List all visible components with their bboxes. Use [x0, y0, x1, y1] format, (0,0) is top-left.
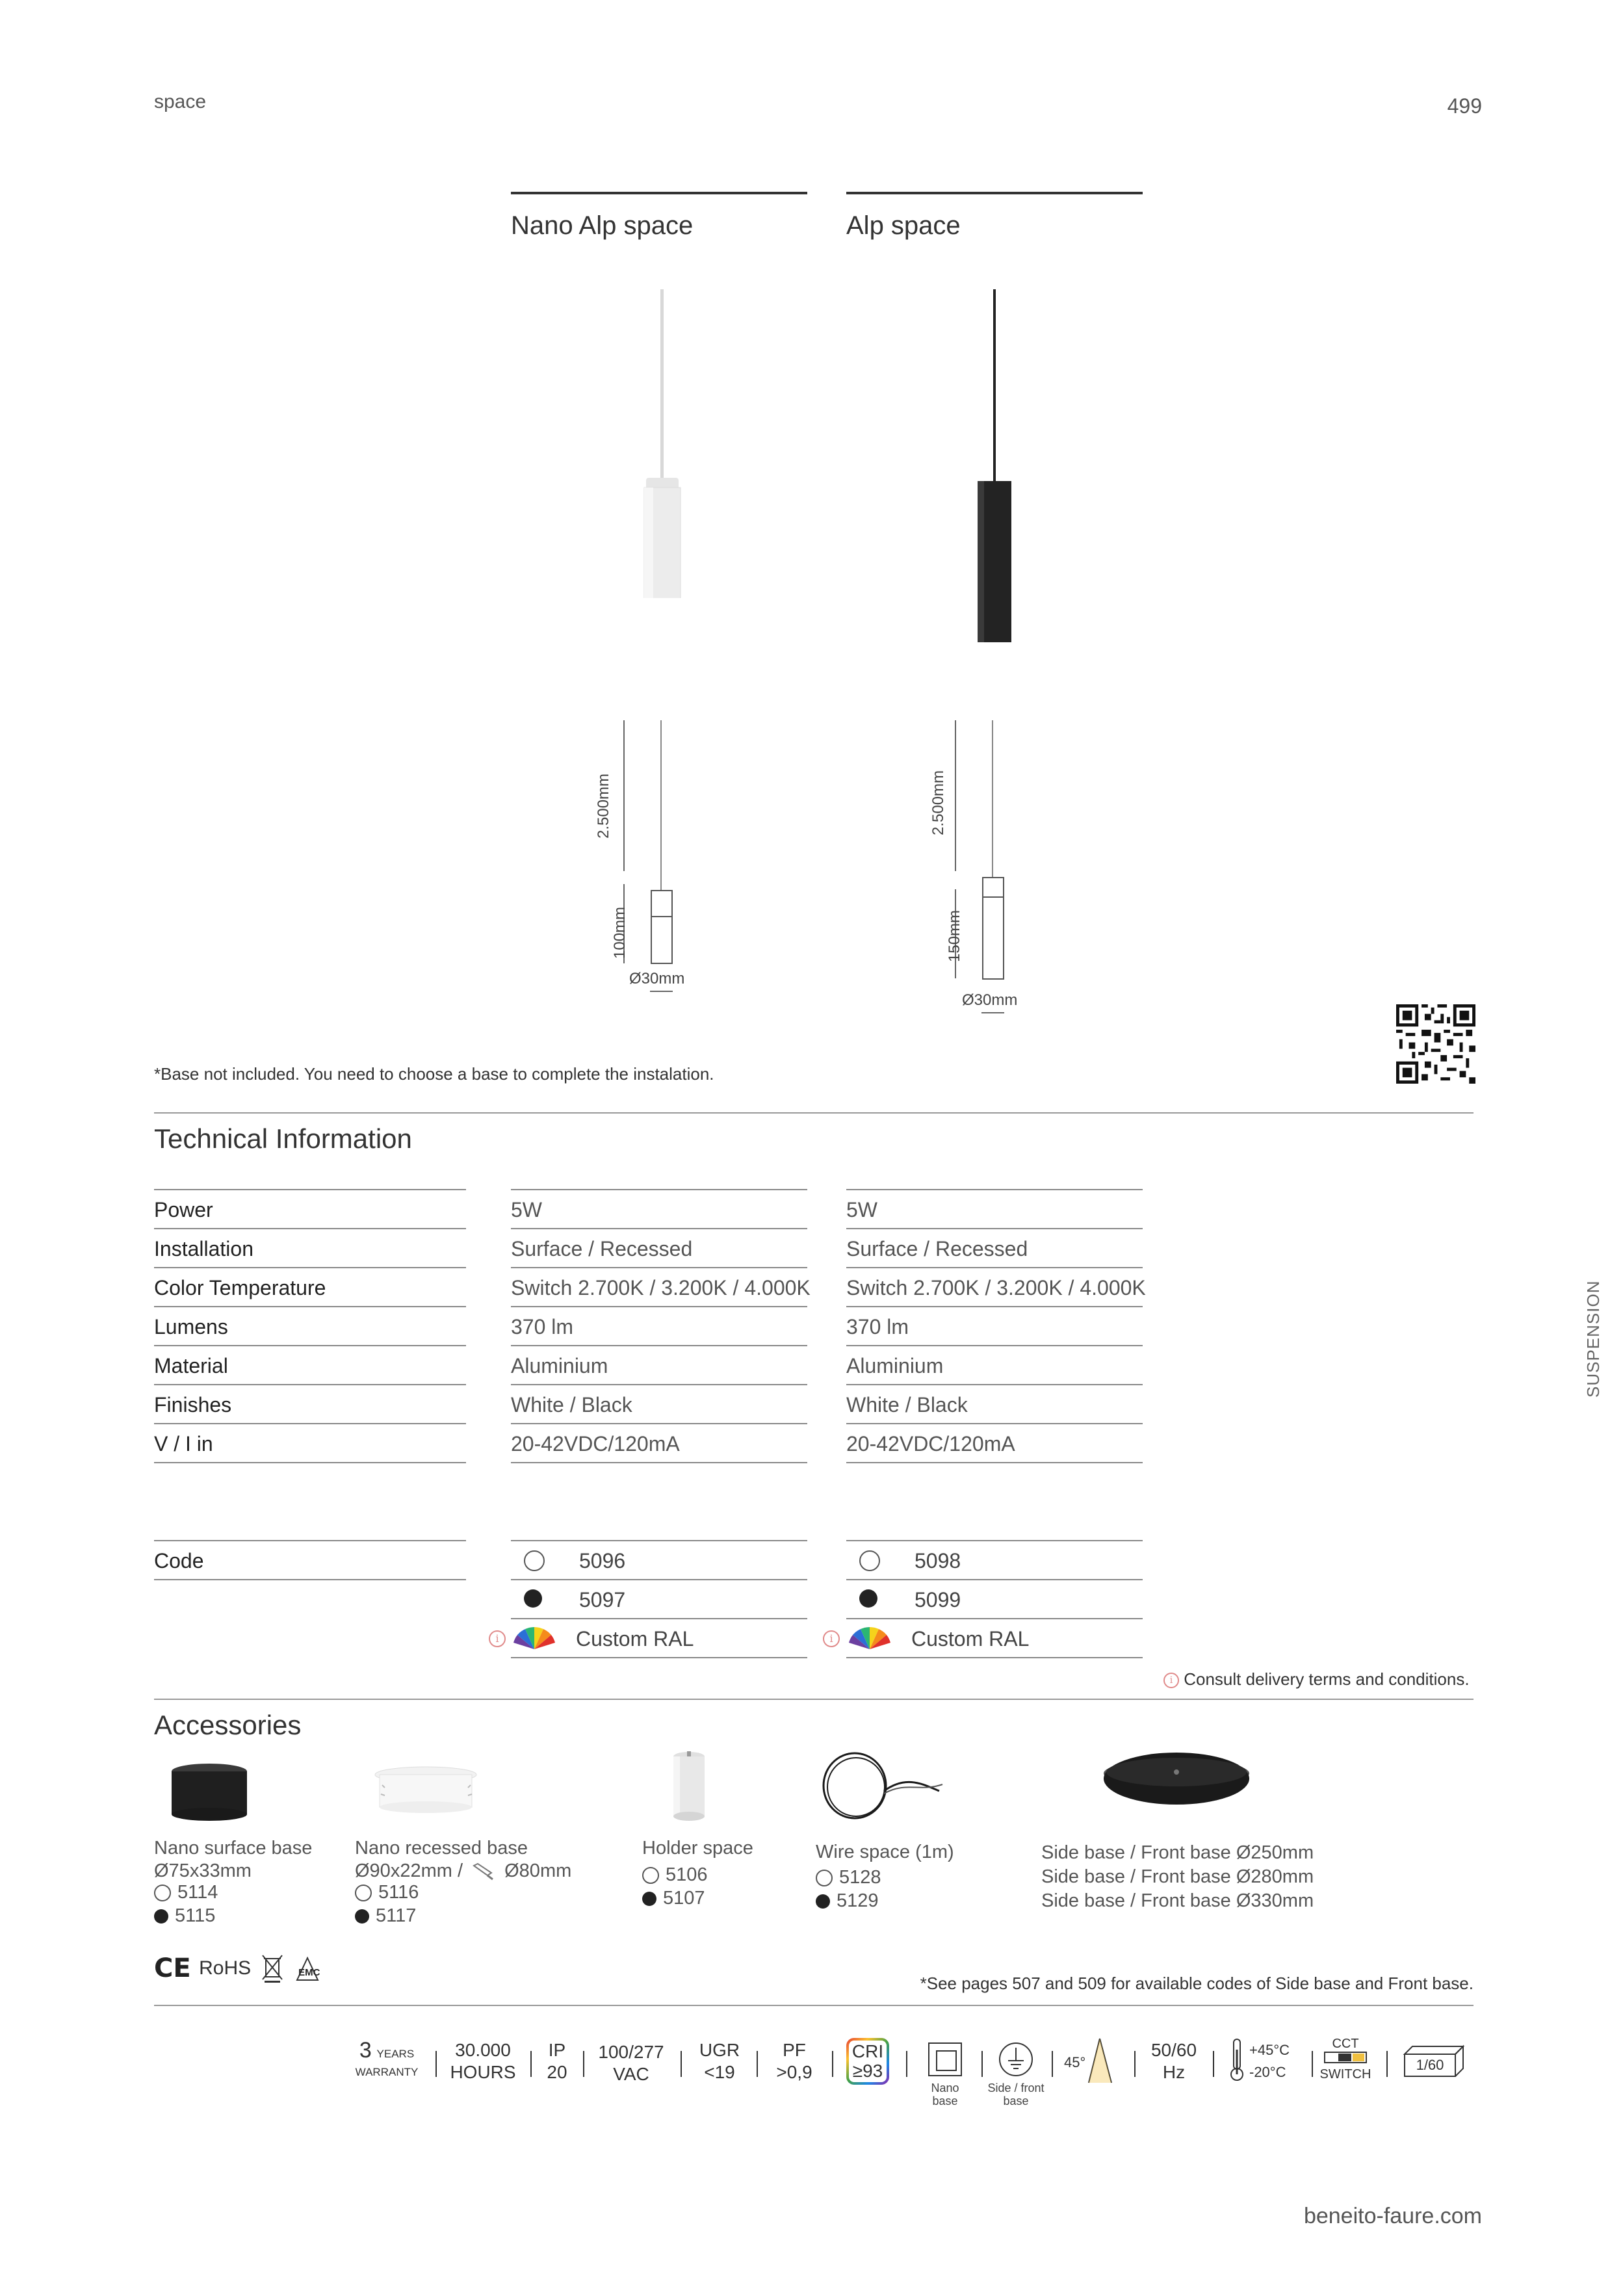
info-icon[interactable]: i	[489, 1630, 506, 1647]
temperature-range	[1249, 2039, 1290, 2083]
ip-value: 20	[547, 2062, 567, 2082]
accessory-name: Holder space	[642, 1838, 753, 1859]
product-title: Nano Alp space	[511, 211, 694, 240]
nano-cable-length: 2.500mm	[595, 773, 612, 839]
code-value: 5115	[175, 1905, 216, 1926]
spec-separator	[981, 2051, 983, 2077]
consult-note	[1163, 1669, 1470, 1689]
code-value: 5114	[177, 1882, 218, 1903]
pages-note: *See pages 507 and 509 for available codes of Side base and Front base.	[920, 1974, 1474, 1993]
white-finish-icon	[816, 1870, 833, 1886]
divider	[154, 2005, 1474, 2006]
code-value: 5099	[915, 1588, 961, 1611]
nano-surface-base-image	[166, 1758, 253, 1823]
black-finish-icon	[154, 1909, 168, 1924]
alp-space-image	[962, 286, 1040, 650]
black-finish-icon	[355, 1909, 369, 1924]
alp-cable-length: 2.500mm	[929, 770, 947, 835]
accessory-name: Nano recessed base	[355, 1838, 528, 1859]
table-rule	[846, 1657, 1143, 1658]
white-finish-icon	[642, 1867, 659, 1884]
alp-body-length: 150mm	[946, 909, 963, 962]
side-front-base-label-line: base	[1003, 2094, 1029, 2107]
warranty-years-number: 3	[359, 2038, 372, 2063]
table-rule	[154, 1579, 466, 1580]
spec-separator	[1386, 2051, 1388, 2077]
temperature-max: +45°C	[1249, 2042, 1290, 2058]
code-value: 5128	[839, 1867, 881, 1888]
code-row-custom[interactable]	[511, 1618, 807, 1657]
black-finish-icon	[816, 1894, 830, 1909]
nano-alp-dimension-drawing	[585, 715, 715, 1008]
cri-badge	[846, 2038, 889, 2085]
nano-alp-space-image	[624, 286, 702, 598]
tech-label: Lumens	[154, 1306, 466, 1345]
code-value: 5096	[579, 1549, 626, 1572]
cct-switch-badge	[1319, 2037, 1371, 2082]
code-row-custom[interactable]	[846, 1618, 1143, 1657]
table-rule	[511, 1462, 807, 1463]
frequency-value: 50/60	[1150, 2040, 1197, 2060]
tech-value: Surface / Recessed	[846, 1228, 1143, 1267]
white-finish-icon	[154, 1885, 171, 1901]
code-row-white[interactable]	[846, 1540, 1143, 1579]
tech-value: Switch 2.700K / 3.200K / 4.000K	[846, 1267, 1143, 1306]
spec-separator	[583, 2051, 584, 2077]
tech-label: Color Temperature	[154, 1267, 466, 1306]
ugr-badge	[694, 2039, 746, 2083]
nano-base-label-line: Nano	[931, 2081, 959, 2094]
code-value: 5117	[376, 1905, 417, 1926]
tech-label: Power	[154, 1189, 466, 1228]
tech-label: V / I in	[154, 1423, 466, 1462]
warranty-label: WARRANTY	[355, 2066, 419, 2078]
product-rule	[846, 192, 1143, 194]
warranty-badge	[354, 2039, 419, 2080]
thermometer-icon	[1228, 2037, 1245, 2082]
white-finish-icon	[524, 1550, 545, 1571]
temperature-min: -20°C	[1249, 2064, 1286, 2080]
spec-separator	[1052, 2051, 1053, 2077]
base-option: Side base / Front base Ø280mm	[1041, 1866, 1314, 1887]
divider	[154, 1112, 1474, 1114]
cct-label: CCT	[1332, 2037, 1359, 2051]
spec-separator	[1134, 2051, 1136, 2077]
black-finish-icon	[859, 1589, 877, 1608]
warranty-years-label: YEARS	[376, 2048, 415, 2060]
accessory-code-white[interactable]	[154, 1881, 218, 1904]
accessory-dimension: Ø90x22mm /	[355, 1860, 463, 1881]
tech-label: Material	[154, 1345, 466, 1384]
product-title: Alp space	[846, 211, 961, 240]
vac-label: VAC	[613, 2064, 649, 2084]
saw-cut-icon	[472, 1862, 495, 1881]
holder-space-image	[666, 1749, 712, 1827]
tech-value: 20-42VDC/120mA	[511, 1423, 807, 1462]
nano-recessed-base-image	[370, 1762, 481, 1820]
nano-base-label-line: base	[932, 2094, 958, 2107]
code-value: 5106	[666, 1864, 708, 1885]
tech-value: White / Black	[511, 1384, 807, 1423]
nano-base-icon	[928, 2042, 962, 2076]
rohs-label: RoHS	[199, 1957, 252, 1979]
emc-mark-icon	[294, 1954, 328, 1983]
black-finish-icon	[642, 1892, 656, 1906]
spec-separator	[1213, 2051, 1214, 2077]
pf-value: >0,9	[776, 2062, 812, 2082]
accessory-name: Nano surface base	[154, 1838, 313, 1859]
ce-mark-icon: CE	[154, 1953, 191, 1983]
nano-base-label	[922, 2081, 968, 2107]
accessory-code-black[interactable]	[642, 1886, 705, 1910]
page-number: 499	[1447, 94, 1482, 118]
code-value: 5097	[579, 1588, 626, 1611]
spec-separator	[757, 2051, 758, 2077]
tech-value: 5W	[846, 1189, 1143, 1228]
accessory-code-white[interactable]	[642, 1863, 708, 1886]
vac-value: 100/277	[598, 2042, 664, 2062]
hours-label: HOURS	[450, 2062, 516, 2082]
switch-label: SWITCH	[1319, 2067, 1371, 2081]
tech-value: Surface / Recessed	[511, 1228, 807, 1267]
white-finish-icon	[355, 1885, 372, 1901]
spec-separator	[1312, 2051, 1313, 2077]
square-icon	[936, 2050, 957, 2071]
white-finish-icon	[859, 1550, 880, 1571]
side-front-base-label	[980, 2081, 1052, 2107]
spec-separator	[435, 2051, 437, 2077]
wire-space-image	[816, 1745, 952, 1827]
alp-dimension-drawing	[923, 715, 1053, 1027]
tech-value: 370 lm	[511, 1306, 807, 1345]
certifications	[154, 1953, 328, 1986]
tech-value: Aluminium	[846, 1345, 1143, 1384]
beam-angle-value: 45°	[1064, 2054, 1086, 2070]
hours-value: 30.000	[455, 2040, 511, 2060]
accessory-dimension-line	[355, 1860, 571, 1883]
table-rule	[511, 1657, 807, 1658]
spec-separator	[681, 2051, 682, 2077]
qr-code[interactable]	[1396, 1004, 1475, 1084]
base-option: Side base / Front base Ø250mm	[1041, 1842, 1314, 1863]
code-row-black[interactable]	[511, 1579, 807, 1618]
spec-separator	[832, 2051, 833, 2077]
code-value: 5116	[378, 1882, 419, 1903]
custom-ral-label: Custom RAL	[911, 1627, 1030, 1650]
ugr-value: <19	[704, 2062, 735, 2082]
code-value: 5098	[915, 1549, 961, 1572]
spec-separator	[906, 2051, 907, 2077]
earth-ground-icon	[998, 2041, 1034, 2078]
hours-badge	[447, 2039, 519, 2083]
accessory-name: Wire space (1m)	[816, 1842, 954, 1862]
tech-value: Switch 2.700K / 3.200K / 4.000K	[511, 1267, 807, 1306]
spec-separator	[530, 2051, 532, 2077]
emc-label: EMC	[298, 1967, 320, 1978]
nano-body-length: 100mm	[611, 906, 629, 959]
packaging-quantity: 1/60	[1416, 2057, 1444, 2073]
side-front-base-image	[1098, 1749, 1254, 1820]
code-value: 5107	[663, 1888, 705, 1909]
accessory-code-white[interactable]	[355, 1881, 419, 1904]
tech-value: Aluminium	[511, 1345, 807, 1384]
side-category-label: SUSPENSION	[1583, 1280, 1603, 1398]
footer-website[interactable]: beneito-faure.com	[1303, 2204, 1482, 2228]
base-option: Side base / Front base Ø330mm	[1041, 1890, 1314, 1911]
consult-text: Consult delivery terms and conditions.	[1184, 1669, 1470, 1689]
accessory-code-black[interactable]	[154, 1904, 215, 1927]
accessory-code-black[interactable]	[355, 1904, 416, 1927]
alp-diameter: Ø30mm	[962, 991, 1018, 1009]
table-rule	[846, 1462, 1143, 1463]
code-label: Code	[154, 1540, 466, 1579]
tech-label: Installation	[154, 1228, 466, 1267]
cutout-dimension: Ø80mm	[504, 1860, 572, 1881]
pf-badge	[768, 2039, 820, 2083]
code-row-black[interactable]	[846, 1579, 1143, 1618]
technical-information-title: Technical Information	[154, 1123, 412, 1154]
divider	[154, 1699, 1474, 1700]
vac-badge	[593, 2041, 669, 2085]
ugr-label: UGR	[699, 2040, 740, 2060]
packaging-badge	[1401, 2040, 1466, 2079]
color-fan-icon	[511, 1626, 558, 1652]
info-icon[interactable]: i	[823, 1630, 840, 1647]
tech-value: White / Black	[846, 1384, 1143, 1423]
accessory-code-white[interactable]	[816, 1866, 881, 1889]
cri-label: CRI	[851, 2041, 884, 2061]
product-rule	[511, 192, 807, 194]
tech-value: 20-42VDC/120mA	[846, 1423, 1143, 1462]
pf-label: PF	[783, 2040, 806, 2060]
switch-icon	[1324, 2052, 1367, 2063]
color-fan-icon	[846, 1626, 893, 1652]
custom-ral-label: Custom RAL	[576, 1627, 694, 1650]
side-front-base-label-line: Side / front	[987, 2081, 1045, 2094]
ip-badge	[541, 2039, 573, 2083]
code-value: 5129	[837, 1890, 879, 1911]
weee-bin-icon	[261, 1953, 284, 1983]
base-note: *Base not included. You need to choose a base to complete the instalation.	[154, 1064, 714, 1084]
table-rule	[154, 1462, 466, 1463]
accessory-dimension: Ø75x33mm	[154, 1860, 252, 1881]
tech-value: 5W	[511, 1189, 807, 1228]
black-finish-icon	[524, 1589, 542, 1608]
accessory-code-black[interactable]	[816, 1889, 879, 1912]
beam-angle-icon	[1082, 2035, 1118, 2087]
ip-label: IP	[548, 2040, 566, 2060]
cri-value: ≥93	[852, 2061, 883, 2081]
code-row-white[interactable]	[511, 1540, 807, 1579]
frequency-label: Hz	[1162, 2062, 1186, 2082]
frequency-badge	[1145, 2039, 1202, 2083]
tech-label: Finishes	[154, 1384, 466, 1423]
nano-diameter: Ø30mm	[629, 970, 685, 987]
tech-value: 370 lm	[846, 1306, 1143, 1345]
accessories-title: Accessories	[154, 1710, 302, 1740]
header-section-word: space	[154, 91, 207, 112]
info-icon: i	[1163, 1673, 1179, 1688]
